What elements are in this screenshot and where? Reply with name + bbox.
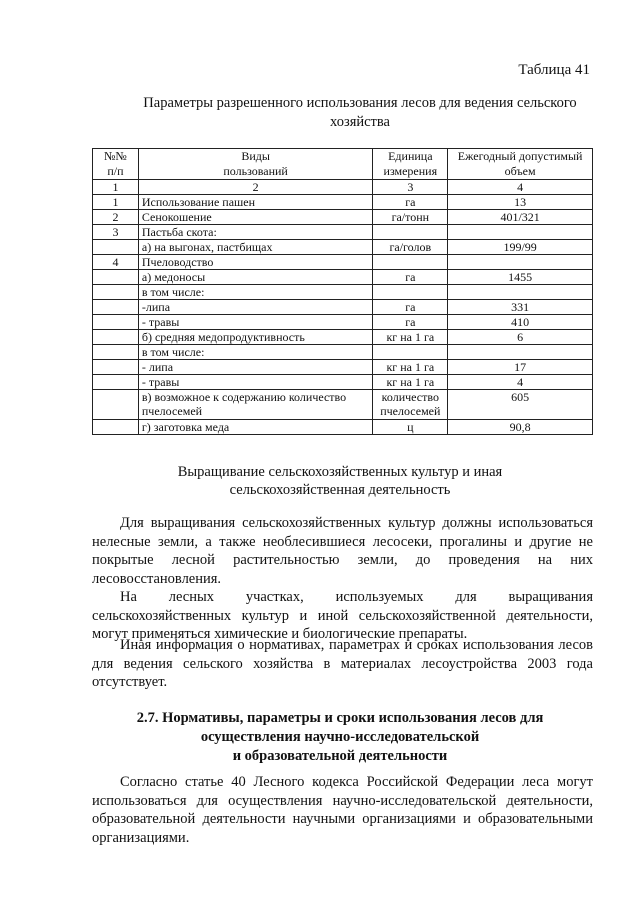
table-row — [93, 210, 593, 225]
cell-kind: - травы — [138, 315, 372, 330]
cell-kind: в том числе: — [138, 345, 372, 360]
section-heading-line: и образовательной деятельности — [232, 748, 448, 764]
cell-unit: га — [373, 195, 448, 210]
cell-volume: 6 — [448, 330, 593, 345]
cell-volume: 331 — [448, 300, 593, 315]
cell-volume — [448, 285, 593, 300]
table-row — [93, 375, 593, 390]
cell-kind: Сенокошение — [138, 210, 372, 225]
parameters-table — [92, 148, 593, 435]
cell-unit: га/голов — [373, 240, 448, 255]
table-row — [93, 420, 593, 435]
cell-kind: а) на выгонах, пастбищах — [138, 240, 372, 255]
table-row — [93, 255, 593, 270]
cell-number — [93, 390, 139, 420]
subheading-line: Выращивание сельскохозяйственных культур и иная — [177, 464, 503, 480]
table-header-row — [93, 149, 593, 180]
table-label: Таблица 41 — [518, 62, 590, 78]
table-row — [93, 330, 593, 345]
cell-unit — [373, 255, 448, 270]
table-row — [93, 360, 593, 375]
cell-volume — [448, 345, 593, 360]
cell-unit: кг на 1 га — [373, 375, 448, 390]
paragraph: Для выращивания сельскохозяйственных культур должны использоваться нелесные земли, а также необлесившиеся лесосеки, прогалины и другие не покрытые лесной растительностью земли, до проведения на них лесовосстановления. — [92, 515, 593, 587]
cell-volume — [448, 225, 593, 240]
caption-line: Параметры разрешенного использования лесов для ведения сельского — [143, 95, 577, 111]
cell-unit — [373, 225, 448, 240]
cell-volume — [448, 255, 593, 270]
cell-number: 1 — [93, 195, 139, 210]
subsection-heading — [120, 463, 560, 499]
header-number — [93, 149, 139, 180]
cell-kind: - травы — [138, 375, 372, 390]
header-text: измерения — [383, 164, 438, 178]
cell-number — [93, 315, 139, 330]
section-heading-line: 2.7. Нормативы, параметры и сроки использования лесов для — [136, 710, 544, 726]
cell-volume: 17 — [448, 360, 593, 375]
cell-volume: 605 — [448, 390, 593, 420]
cell-unit: ц — [373, 420, 448, 435]
cell-number — [93, 345, 139, 360]
header-text: п/п — [107, 164, 124, 178]
cell-number — [93, 285, 139, 300]
table-row — [93, 195, 593, 210]
table-caption — [120, 94, 600, 132]
section-heading-line: осуществления научно-исследовательской — [200, 729, 480, 745]
table-row — [93, 285, 593, 300]
cell-number: 3 — [93, 225, 139, 240]
header-unit — [373, 149, 448, 180]
header-text: Ежегодный допустимый — [457, 149, 583, 163]
cell-kind: б) средняя медопродуктивность — [138, 330, 372, 345]
cell-volume: 410 — [448, 315, 593, 330]
cell-volume: 13 — [448, 195, 593, 210]
cell-unit: кг на 1 га — [373, 360, 448, 375]
cell-volume: 1455 — [448, 270, 593, 285]
cell-kind: -липа — [138, 300, 372, 315]
header-text: №№ — [103, 149, 127, 163]
cell-unit: 3 — [373, 180, 448, 195]
cell-kind: г) заготовка меда — [138, 420, 372, 435]
cell-kind: Использование пашен — [138, 195, 372, 210]
cell-kind: в) возможное к содержанию количество пчелосемей — [138, 390, 372, 420]
cell-number: 1 — [93, 180, 139, 195]
cell-kind: в том числе: — [138, 285, 372, 300]
subheading-line: сельскохозяйственная деятельность — [229, 482, 451, 498]
cell-volume: 90,8 — [448, 420, 593, 435]
header-text: Единица — [388, 149, 433, 163]
cell-volume: 4 — [448, 180, 593, 195]
header-text: объем — [504, 164, 536, 178]
table-row — [93, 315, 593, 330]
cell-number — [93, 360, 139, 375]
cell-unit: га — [373, 270, 448, 285]
table-row — [93, 180, 593, 195]
cell-number — [93, 375, 139, 390]
header-volume — [448, 149, 593, 180]
header-kind — [138, 149, 372, 180]
table-row — [93, 345, 593, 360]
cell-unit: кг на 1 га — [373, 330, 448, 345]
cell-number — [93, 270, 139, 285]
cell-volume: 4 — [448, 375, 593, 390]
paragraph: Согласно статье 40 Лесного кодекса Российской Федерации леса могут использоваться для осуществления научно-исследовательской деятельности, образовательной деятельности научными организациями и образовательными организациями. — [92, 774, 593, 846]
table-body — [93, 180, 593, 435]
paragraph: Иная информация о нормативах, параметрах и сроках использования лесов для ведения сельского хозяйства в материалах лесоустройства 2003 года отсутствует. — [92, 637, 593, 690]
table-row — [93, 225, 593, 240]
cell-kind: а) медоносы — [138, 270, 372, 285]
paragraph: На лесных участках, используемых для выращивания сельскохозяйственных культур и иной сельскохозяйственной деятельности, могут применяться химические и биологические препараты. — [92, 589, 593, 642]
table-row — [93, 300, 593, 315]
table-row — [93, 270, 593, 285]
cell-number — [93, 420, 139, 435]
cell-number — [93, 330, 139, 345]
cell-unit: га — [373, 315, 448, 330]
section-heading — [100, 709, 580, 766]
cell-number: 4 — [93, 255, 139, 270]
cell-unit — [373, 285, 448, 300]
cell-unit: га/тонн — [373, 210, 448, 225]
cell-volume: 401/321 — [448, 210, 593, 225]
cell-volume: 199/99 — [448, 240, 593, 255]
cell-unit: га — [373, 300, 448, 315]
cell-kind: Пастьба скота: — [138, 225, 372, 240]
table-row — [93, 240, 593, 255]
cell-kind: Пчеловодство — [138, 255, 372, 270]
table-row — [93, 390, 593, 420]
caption-line: хозяйства — [330, 114, 390, 130]
header-text: Виды — [241, 149, 270, 163]
cell-unit — [373, 345, 448, 360]
cell-kind: 2 — [138, 180, 372, 195]
cell-kind: - липа — [138, 360, 372, 375]
cell-number — [93, 300, 139, 315]
cell-number — [93, 240, 139, 255]
cell-unit: количество пчелосемей — [373, 390, 448, 420]
cell-number: 2 — [93, 210, 139, 225]
header-text: пользований — [223, 164, 288, 178]
